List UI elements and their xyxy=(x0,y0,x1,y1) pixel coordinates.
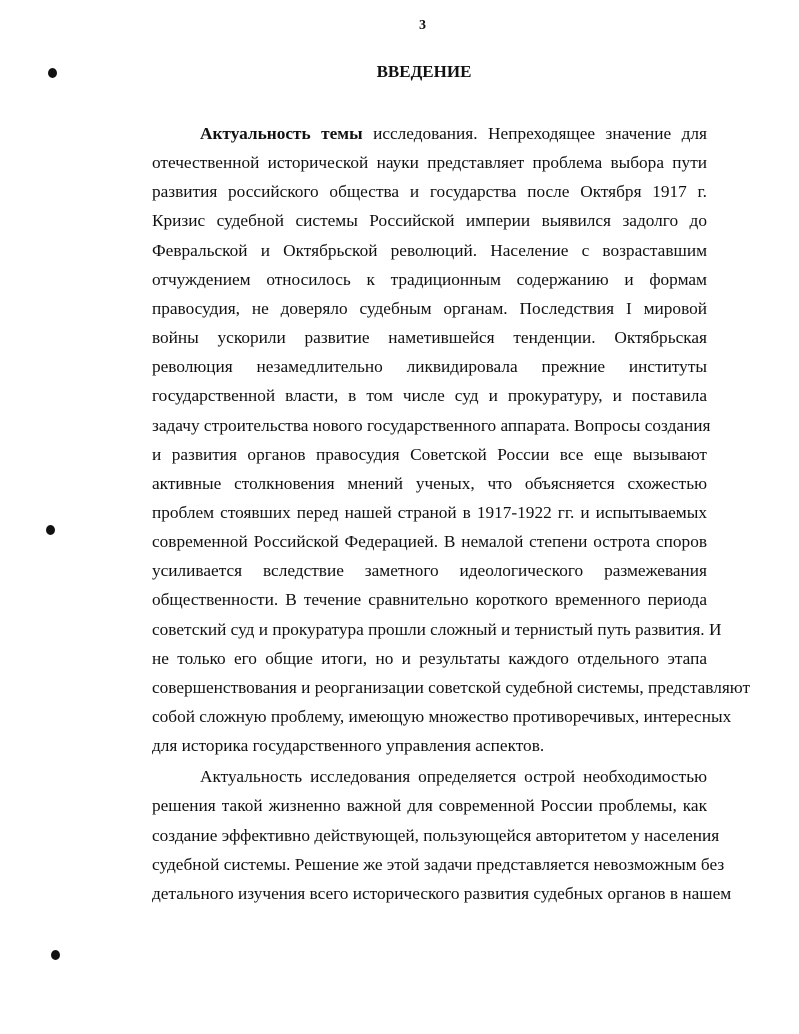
paragraph-line xyxy=(152,328,707,348)
page-number: 3 xyxy=(419,18,426,33)
paragraph-line: детального изучения всего исторического развития судебных органов в нашем xyxy=(152,883,732,903)
paragraph-line xyxy=(152,677,751,698)
line-text: современной Российской Федерацией. В немалой степени острота споров xyxy=(152,532,707,552)
line-text: государственной власти, в том числе суд и прокуратуру, и поставила xyxy=(152,386,707,406)
line-text: развития российского общества и государства после Октября 1917 г. xyxy=(152,182,707,202)
binding-hole-mark xyxy=(48,68,57,78)
paragraph-line: Актуальность исследования определяется острой необходимостью xyxy=(200,767,707,787)
line-text: не только его общие итоги, но и результаты каждого отдельного этапа xyxy=(152,648,707,668)
paragraph-line xyxy=(152,590,707,610)
paragraph-line xyxy=(152,241,707,261)
paragraph-line xyxy=(152,153,707,173)
line-text: революция незамедлительно ликвидировала прежние институты xyxy=(152,357,707,377)
line-text: проблем стоявших перед нашей страной в 1917-1922 гг. и испытываемых xyxy=(152,502,707,522)
binding-hole-mark xyxy=(46,525,55,535)
paragraph-line xyxy=(152,474,707,494)
line-text: Февральской и Октябрьской революций. Население с возраставшим xyxy=(152,240,707,260)
line-text: совершенствования и реорганизации советской судебной системы, представляют xyxy=(152,677,751,697)
line-text: отчуждением относилось к традиционным содержанию и формам xyxy=(152,269,707,289)
paragraph-line xyxy=(152,619,722,640)
line-text: активные столкновения мнений ученых, что объясняется схожестью xyxy=(152,473,707,493)
line-text: советский суд и прокуратура прошли сложный и тернистый путь развития. И xyxy=(152,619,722,639)
line-text: задачу строительства нового государственного аппарата. Вопросы создания xyxy=(152,415,711,435)
paragraph-line xyxy=(152,532,707,552)
line-text: Кризис судебной системы Российской империи выявился задолго до xyxy=(152,211,707,231)
paragraph-line xyxy=(152,445,707,465)
line-text: собой сложную проблему, имеющую множество противоречивых, интересных xyxy=(152,707,732,726)
paragraph-line xyxy=(152,415,711,436)
line-text: для историка государственного управления аспектов. xyxy=(152,736,545,756)
paragraph-line: судебной системы. Решение же этой задачи представляется невозможным без xyxy=(152,854,725,874)
paragraph-line xyxy=(200,124,707,144)
paragraph-line xyxy=(152,270,707,290)
paragraph-line xyxy=(152,211,707,231)
paragraph-line: создание эффективно действующей, пользующейся авторитетом у населения xyxy=(152,825,720,845)
line-text: и развития органов правосудия Советской России все еще вызывают xyxy=(152,444,707,464)
line-text: правосудия, не доверяло судебным органам. Последствия I мировой xyxy=(152,298,707,318)
section-title: ВВЕДЕНИЕ xyxy=(376,62,472,81)
paragraph-line xyxy=(152,357,707,377)
binding-hole-mark xyxy=(51,950,60,960)
paragraph-line xyxy=(152,736,707,756)
line-text: усиливается вследствие заметного идеологического размежевания xyxy=(152,561,707,581)
line-text: отечественной исторической науки представляет проблема выбора пути xyxy=(152,153,707,173)
paragraph-line xyxy=(152,386,707,406)
line-text: общественности. В течение сравнительно короткого временного периода xyxy=(152,590,707,610)
paragraph-line xyxy=(152,299,707,319)
paragraph-line xyxy=(152,182,707,202)
paragraph-line xyxy=(152,561,707,581)
paragraph-line xyxy=(152,649,707,669)
paragraph-line xyxy=(152,503,707,523)
paragraph-line xyxy=(152,707,732,727)
line-text: исследования. Непреходящее значение для xyxy=(373,124,707,143)
paragraph-line: решения такой жизненно важной для современной России проблемы, как xyxy=(152,796,707,816)
line-text: войны ускорили развитие наметившейся тенденции. Октябрьская xyxy=(152,328,707,348)
lead-bold-text: Актуальность темы xyxy=(200,124,363,143)
